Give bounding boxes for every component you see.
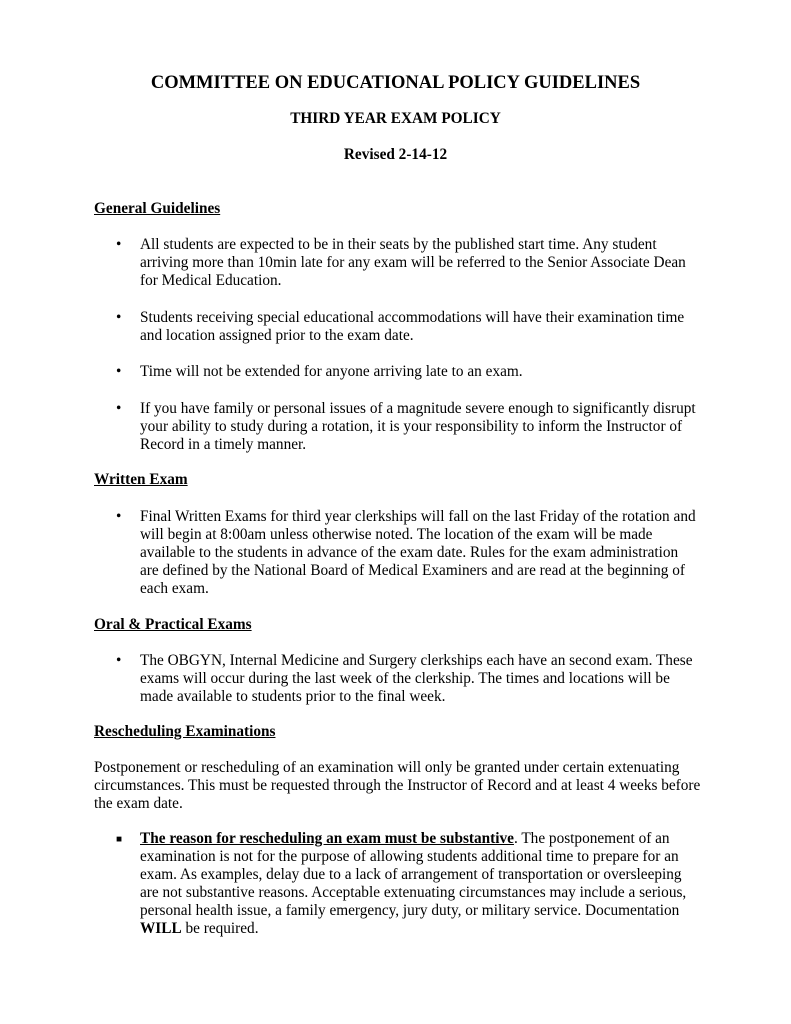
document-title: COMMITTEE ON EDUCATIONAL POLICY GUIDELINES [150, 73, 641, 93]
section-heading-general: General Guidelines [94, 200, 221, 217]
rescheduling-paragraph: Postponement or rescheduling of an examination will only be granted under certain extenuating circumstances. This must be requested through the Instructor of Record and at least 4 weeks before the exam date. [94, 759, 701, 812]
list-item: Final Written Exams for third year clerkships will fall on the last Friday of the rotation and will begin at 8:00am unless otherwise noted. The location of the exam will be made available to the students in advance of the exam date. Rules for the exam administration are defined by the National Board of Medical Examiners and are read at the beginning of each exam. [140, 508, 696, 597]
bullet-icon: • [116, 652, 122, 669]
rescheduling-item-tail: be required. [181, 920, 259, 937]
rescheduling-item-body: . The postponement of an examination is not for the purpose of allowing students additional time to prepare for an exam. As examples, delay due to a lack of arrangement of transportation or oversleeping are not substantive reasons. Acceptable extenuating circumstances may include a serious, personal health issue, a family emergency, jury duty, or military service. Documentation [140, 830, 687, 919]
list-item: All students are expected to be in their seats by the published start time. Any student arriving more than 10min late for any exam will be referred to the Senior Associate Dean for Medical Education. [140, 236, 686, 289]
section-heading-rescheduling: Rescheduling Examinations [94, 723, 276, 740]
list-item: If you have family or personal issues of a magnitude severe enough to significantly disrupt your ability to study during a rotation, it is your responsibility to inform the Instructor of Record in a timely manner. [140, 400, 696, 453]
rescheduling-item-emphasis: WILL [140, 920, 182, 937]
bullet-icon: • [116, 236, 122, 253]
revision-date: Revised 2-14-12 [343, 146, 448, 163]
list-item: Students receiving special educational accommodations will have their examination time and location assigned prior to the exam date. [140, 309, 685, 344]
rescheduling-item [140, 830, 700, 938]
section-heading-written: Written Exam [94, 471, 188, 488]
bullet-icon: • [116, 508, 122, 525]
bullet-icon: • [116, 309, 122, 326]
rescheduling-item-lead: The reason for rescheduling an exam must be substantive [140, 830, 514, 847]
bullet-icon: • [116, 400, 122, 417]
list-item: Time will not be extended for anyone arriving late to an exam. [140, 363, 523, 380]
section-heading-oral: Oral & Practical Exams [94, 616, 252, 633]
bullet-icon: • [116, 363, 122, 380]
list-item: The OBGYN, Internal Medicine and Surgery clerkships each have an second exam. These exams will occur during the last week of the clerkship. The times and locations will be made available to students prior to the final week. [140, 652, 693, 705]
square-bullet-icon: ■ [116, 834, 123, 845]
document-subtitle: THIRD YEAR EXAM POLICY [290, 110, 501, 127]
